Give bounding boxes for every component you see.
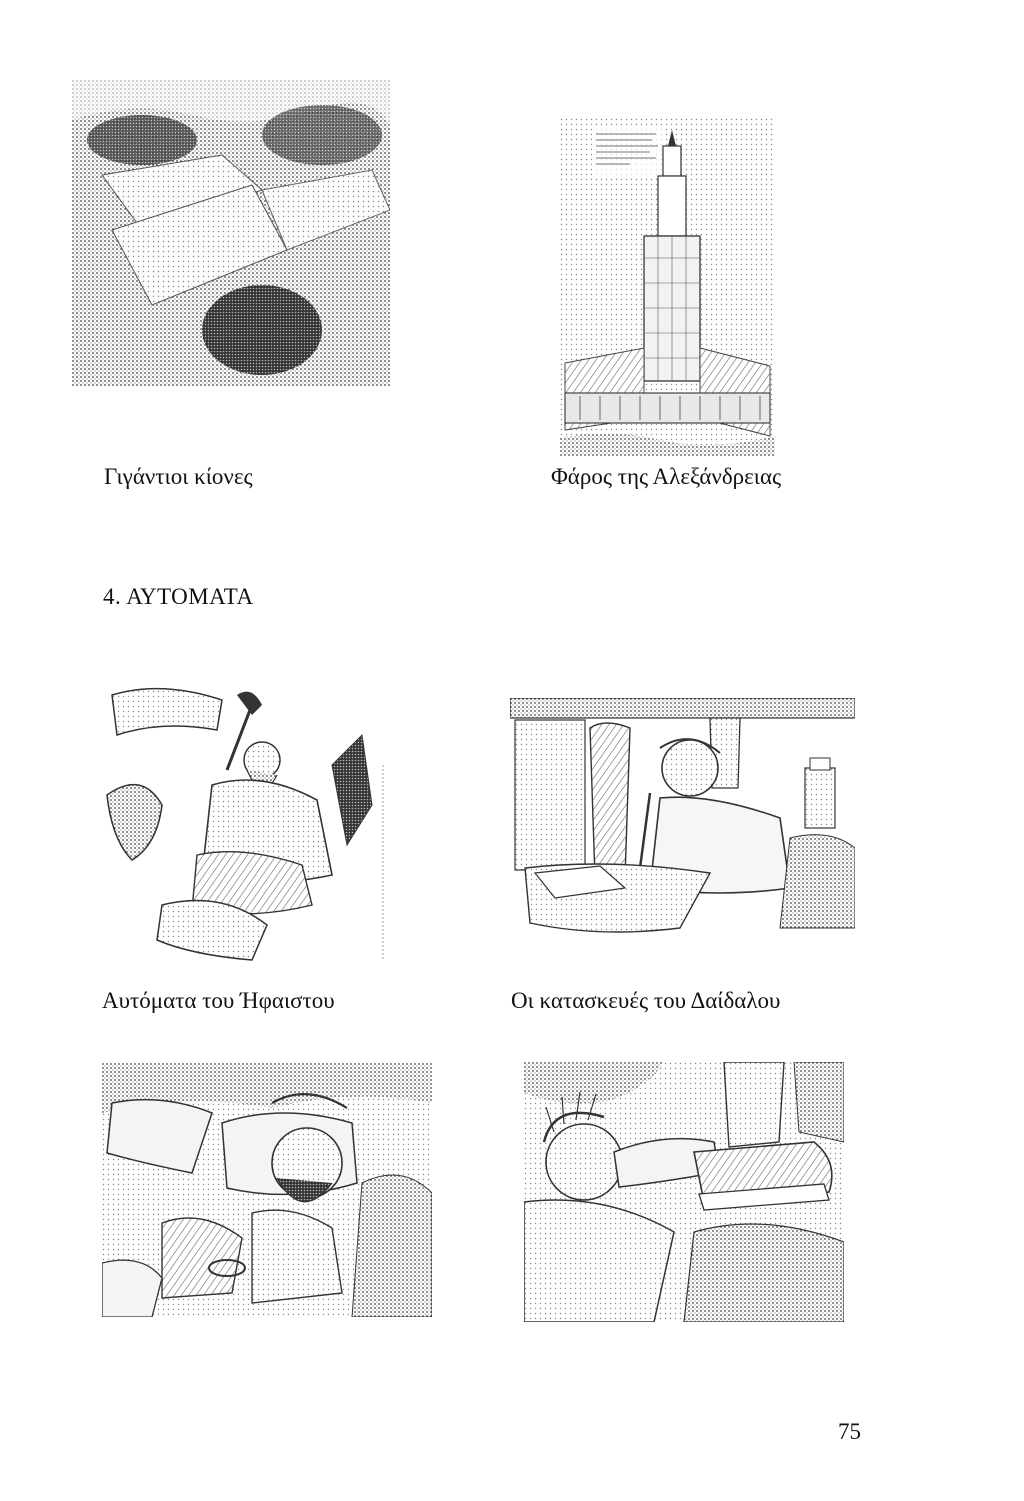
forge-scene-drawing [102,1063,432,1317]
forge-scene-icon [102,1063,432,1317]
sandal-scene-icon [524,1062,844,1322]
daedalus-icon [510,698,855,940]
section-heading: 4. ΑΥΤΟΜΑΤΑ [103,584,254,609]
rock-columns-icon [72,80,390,386]
lighthouse-caption: Φάρος της Αλεξάνδρειας [551,464,782,489]
page-number: 75 [838,1419,861,1444]
hephaestus-caption: Αυτόματα του Ήφαιστου [102,988,335,1013]
sandal-scene-drawing [524,1062,844,1322]
lighthouse-icon [560,118,775,456]
lighthouse-drawing [560,118,775,456]
daedalus-caption: Οι κατασκευές του Δαίδαλου [511,988,781,1013]
hephaestus-icon [102,675,390,965]
daedalus-drawing [510,698,855,940]
hephaestus-drawing [102,675,390,965]
columns-photo [72,80,390,386]
columns-caption: Γιγάντιοι κίονες [104,464,253,489]
